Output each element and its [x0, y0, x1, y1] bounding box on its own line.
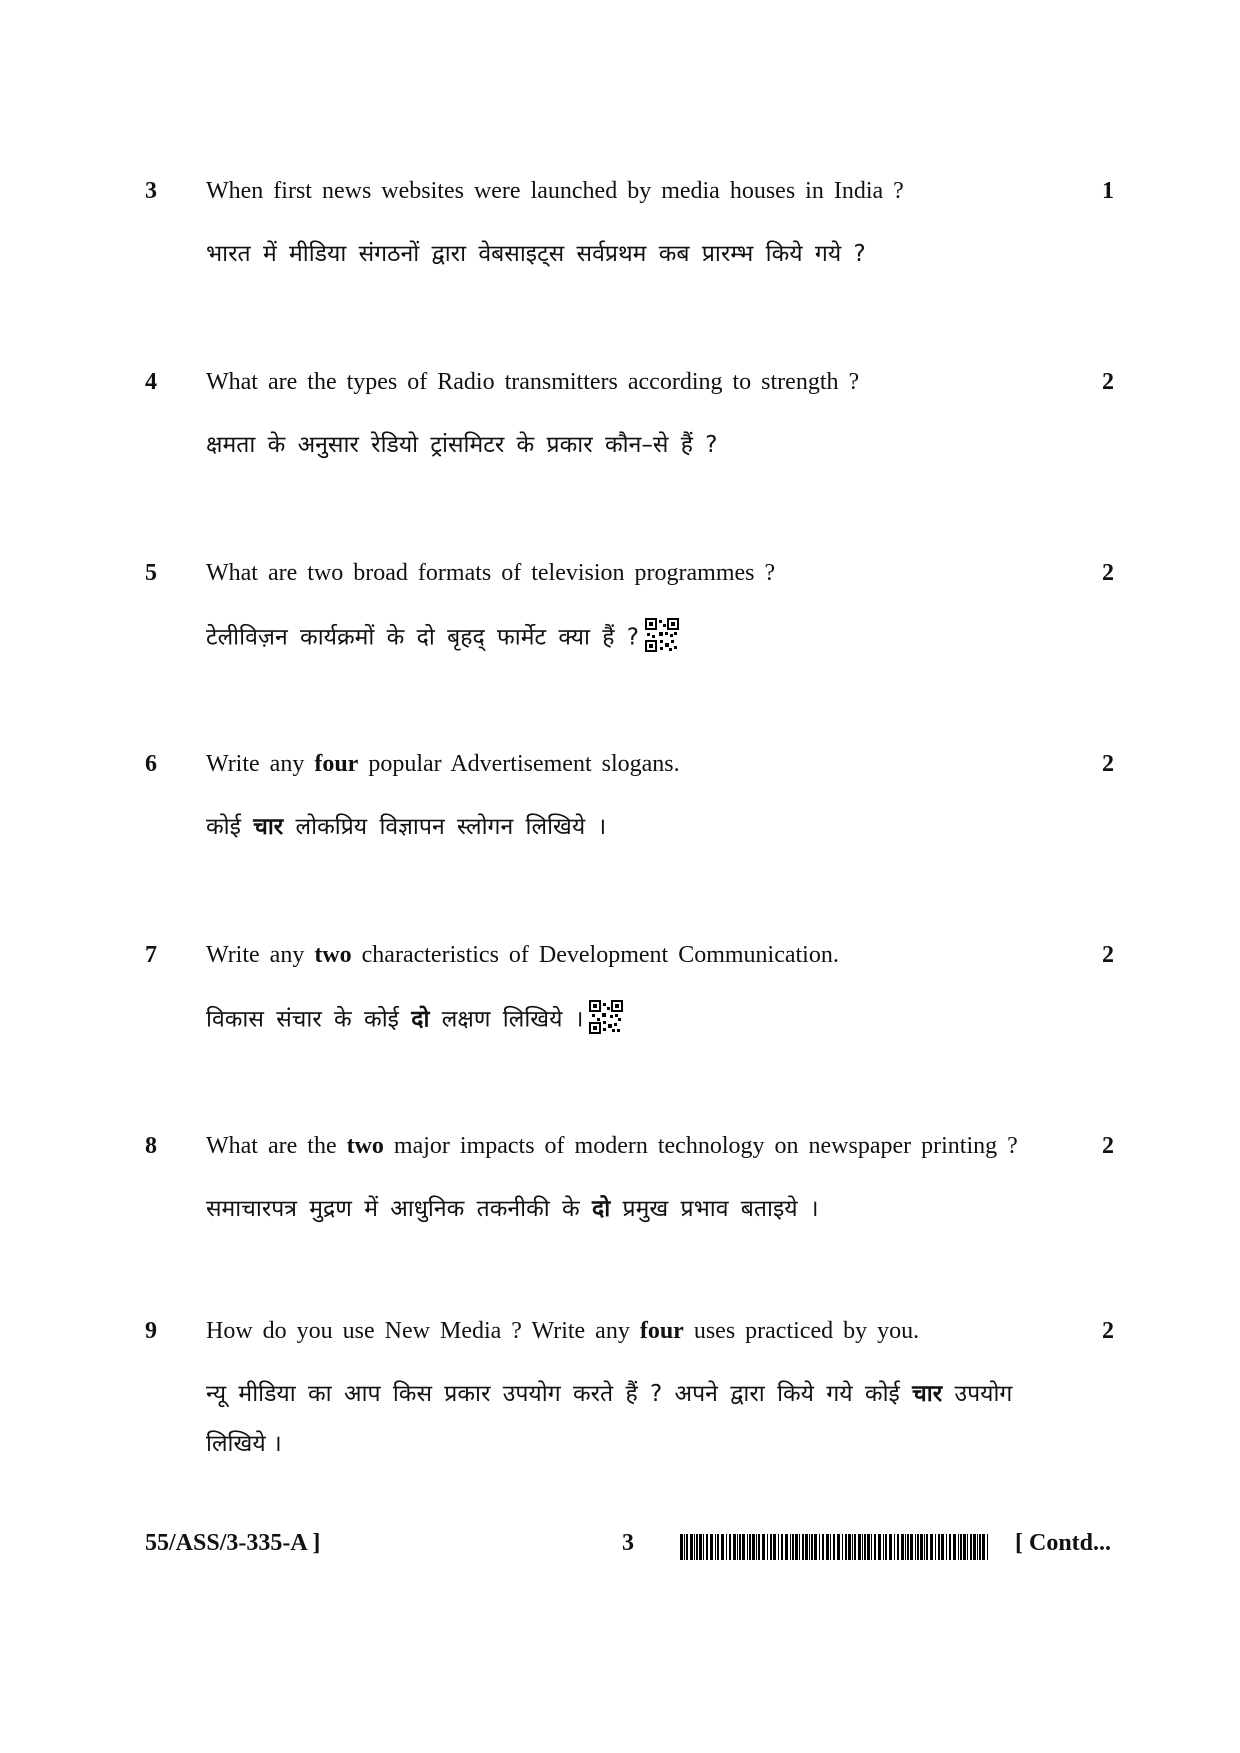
question-text-en: What are two broad formats of television programmes ? [206, 560, 776, 586]
barcode-bar [926, 1534, 928, 1560]
question-number: 5 [145, 560, 157, 586]
qr-code-icon [645, 618, 679, 658]
barcode-bar [960, 1534, 962, 1560]
barcode-bar [819, 1534, 820, 1560]
barcode-bar [830, 1534, 831, 1560]
question-marks: 2 [1102, 1133, 1114, 1159]
barcode-bar [894, 1534, 895, 1560]
barcode-bar [778, 1534, 779, 1560]
barcode-bar [867, 1534, 870, 1560]
barcode-bar [864, 1534, 866, 1560]
barcode-bar [703, 1534, 704, 1560]
barcode-bar [805, 1534, 808, 1560]
barcode-bar [862, 1534, 863, 1560]
barcode-bar [907, 1534, 909, 1560]
barcode-bar [920, 1534, 923, 1560]
barcode-bar [729, 1534, 731, 1560]
question-marks: 2 [1102, 369, 1114, 395]
barcode-bar [699, 1534, 702, 1560]
question-text-en: Write any two characteristics of Development Communication. [206, 942, 839, 968]
barcode-bar [842, 1534, 843, 1560]
barcode-bar [726, 1534, 727, 1560]
question-text-hi: भारत में मीडिया संगठनों द्वारा वेबसाइट्स सर्वप्रथम कब प्रारम्भ किये गये ? [206, 241, 866, 267]
qr-code-icon [589, 1000, 623, 1040]
barcode-bar [963, 1534, 966, 1560]
barcode-bar [848, 1534, 851, 1560]
question-text-hi-line2: लिखिये । [206, 1431, 282, 1457]
continued-label: [ Contd... [1015, 1530, 1112, 1556]
barcode-bar [941, 1534, 944, 1560]
barcode-bar [814, 1534, 817, 1560]
question-marks: 1 [1102, 178, 1114, 204]
barcode-bar [715, 1534, 716, 1560]
question-marks: 2 [1102, 942, 1114, 968]
barcode-bar [852, 1534, 853, 1560]
question-text-hi: समाचारपत्र मुद्रण में आधुनिक तकनीकी के दो प्रमुख प्रभाव बताइये । [206, 1196, 819, 1222]
barcode-bar [790, 1534, 791, 1560]
question-marks: 2 [1102, 1318, 1114, 1344]
barcode-bar [767, 1534, 768, 1560]
barcode-bar [694, 1534, 695, 1560]
question-marks: 2 [1102, 751, 1114, 777]
question-number: 6 [145, 751, 157, 777]
barcode-icon [680, 1534, 990, 1567]
barcode-bar [795, 1534, 798, 1560]
barcode-bar [953, 1534, 956, 1560]
question-text-en: When first news websites were launched by media houses in India ? [206, 178, 904, 204]
barcode-bar [710, 1534, 713, 1560]
question-text-en: What are the two major impacts of modern technology on newspaper printing ? [206, 1133, 1018, 1159]
question-text-en: Write any four popular Advertisement slogans. [206, 751, 680, 777]
question-text-hi: क्षमता के अनुसार रेडियो ट्रांसमिटर के प्रकार कौन–से हैं ? [206, 432, 718, 458]
barcode-bar [935, 1534, 936, 1560]
barcode-bar [749, 1534, 751, 1560]
barcode-bar [737, 1534, 738, 1560]
barcode-bar [970, 1534, 972, 1560]
barcode-bar [874, 1534, 876, 1560]
barcode-bar [977, 1534, 978, 1560]
barcode-bar [946, 1534, 947, 1560]
barcode-bar [721, 1534, 724, 1560]
barcode-bar [696, 1534, 698, 1560]
barcode-bar [979, 1534, 981, 1560]
paper-code: 55/ASS/3-335-A ] [145, 1530, 321, 1556]
barcode-bar [781, 1534, 783, 1560]
barcode-bar [837, 1534, 840, 1560]
barcode-bar [889, 1534, 892, 1560]
barcode-bar [885, 1534, 887, 1560]
barcode-bar [717, 1534, 719, 1560]
barcode-bar [973, 1534, 976, 1560]
question-number: 9 [145, 1318, 157, 1344]
barcode-bar [854, 1534, 856, 1560]
barcode-bar [901, 1534, 904, 1560]
question-text-hi: न्यू मीडिया का आप किस प्रकार उपयोग करते हैं ? अपने द्वारा किये गये कोई चार उपयोग [206, 1381, 1013, 1407]
barcode-bar [756, 1534, 757, 1560]
barcode-bar [684, 1534, 685, 1560]
barcode-bar [773, 1534, 776, 1560]
barcode-bar [897, 1534, 899, 1560]
barcode-bar [930, 1534, 933, 1560]
barcode-bar [752, 1534, 755, 1560]
barcode-bar [883, 1534, 884, 1560]
barcode-bar [706, 1534, 708, 1560]
barcode-bar [987, 1534, 988, 1560]
barcode-bar [871, 1534, 872, 1560]
barcode-bar [758, 1534, 760, 1560]
barcode-bar [924, 1534, 925, 1560]
barcode-bar [917, 1534, 919, 1560]
barcode-bar [690, 1534, 693, 1560]
barcode-bar [833, 1534, 835, 1560]
barcode-bar [809, 1534, 810, 1560]
barcode-bar [785, 1534, 788, 1560]
barcode-bar [982, 1534, 985, 1560]
question-number: 7 [145, 942, 157, 968]
barcode-bar [958, 1534, 959, 1560]
question-number: 8 [145, 1133, 157, 1159]
barcode-bar [949, 1534, 951, 1560]
barcode-bar [811, 1534, 813, 1560]
question-text-hi: कोई चार लोकप्रिय विज्ञापन स्लोगन लिखिये । [206, 814, 607, 840]
barcode-bar [905, 1534, 906, 1560]
barcode-bar [822, 1534, 824, 1560]
barcode-bar [915, 1534, 916, 1560]
barcode-bar [770, 1534, 772, 1560]
barcode-bar [802, 1534, 804, 1560]
question-marks: 2 [1102, 560, 1114, 586]
barcode-bar [858, 1534, 861, 1560]
barcode-bar [845, 1534, 847, 1560]
barcode-bar [739, 1534, 741, 1560]
barcode-bar [799, 1534, 800, 1560]
barcode-bar [910, 1534, 913, 1560]
question-number: 4 [145, 369, 157, 395]
question-text-hi: विकास संचार के कोई दो लक्षण लिखिये । [206, 1000, 623, 1040]
barcode-bar [878, 1534, 881, 1560]
question-text-en: How do you use New Media ? Write any four uses practiced by you. [206, 1318, 920, 1344]
barcode-bar [733, 1534, 736, 1560]
barcode-bar [686, 1534, 688, 1560]
question-text-hi: टेलीविज़न कार्यक्रमों के दो बृहद् फार्मेट क्या हैं ? [206, 618, 679, 658]
barcode-bar [680, 1534, 683, 1560]
question-text-en: What are the types of Radio transmitters according to strength ? [206, 369, 860, 395]
barcode-bar [742, 1534, 745, 1560]
barcode-bar [967, 1534, 968, 1560]
question-number: 3 [145, 178, 157, 204]
barcode-bar [747, 1534, 748, 1560]
barcode-bar [826, 1534, 829, 1560]
barcode-bar [938, 1534, 940, 1560]
barcode-bar [792, 1534, 794, 1560]
page-number: 3 [622, 1530, 634, 1556]
barcode-bar [762, 1534, 765, 1560]
